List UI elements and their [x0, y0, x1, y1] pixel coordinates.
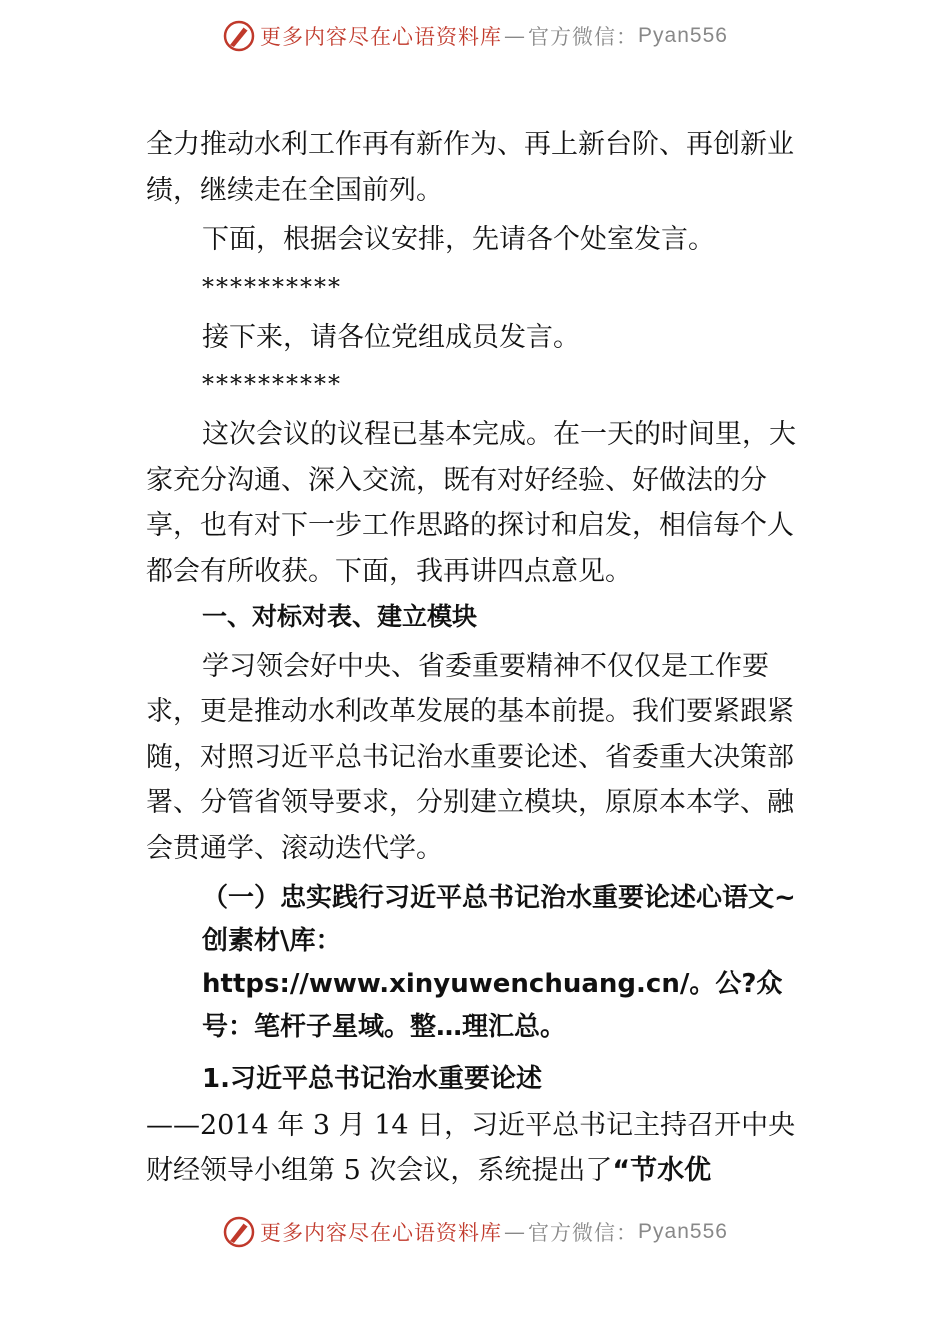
banner-dash: — — [504, 1220, 527, 1244]
banner-wechat-id: Pyan556 — [638, 24, 728, 47]
paragraph-3: 接下来，请各位党组成员发言。 — [202, 321, 580, 353]
paragraph-6 — [146, 1103, 810, 1194]
paragraph-6-text: ——2014 年 3 月 14 日，习近平总书记主持召开中央财经领导小组第 5 次会议，系统提出了 — [146, 1109, 796, 1186]
heading-level-2: （一）忠实践行习近平总书记治水重要论述心语文~创素材\库：https://www.xinyuwenchuang.cn/。公?众号：笔杆子星域。整…理汇总。 — [202, 883, 796, 1042]
banner-wechat-label: 官方微信： — [528, 1221, 639, 1245]
document-body — [146, 122, 810, 1194]
separator-stars-2: ********** — [202, 370, 342, 398]
footer-watermark-banner — [0, 1212, 950, 1252]
paragraph-6-bold: “节水优 — [612, 1155, 712, 1186]
pen-logo-icon — [222, 19, 256, 53]
banner-text: 更多内容尽在心语资料库 — [260, 1221, 503, 1245]
paragraph-1: 全力推动水利工作再有新作为、再上新台阶、再创新业绩，继续走在全国前列。 — [146, 129, 794, 206]
banner-wechat-id: Pyan556 — [638, 1220, 728, 1243]
heading-level-3: 1.习近平总书记治水重要论述 — [202, 1064, 542, 1094]
heading-level-1: 一、对标对表、建立模块 — [202, 602, 478, 631]
separator-stars-1: ********** — [202, 272, 342, 301]
paragraph-4: 这次会议的议程已基本完成。在一天的时间里，大家充分沟通、深入交流，既有对好经验、好做法的分享，也有对下一步工作思路的探讨和启发，相信每个人都会有所收获。下面，我再讲四点意见。 — [146, 419, 796, 587]
paragraph-5: 学习领会好中央、省委重要精神不仅仅是工作要求，更是推动水利改革发展的基本前提。我们要紧跟紧随，对照习近平总书记治水重要论述、省委重大决策部署、分管省领导要求，分别建立模块，原原本本学、融会贯通学、滚动迭代学。 — [146, 650, 794, 864]
banner-text: 更多内容尽在心语资料库 — [260, 25, 503, 49]
banner-dash: — — [504, 24, 527, 48]
paragraph-2: 下面，根据会议安排，先请各个处室发言。 — [202, 224, 715, 255]
pen-logo-icon — [222, 1215, 256, 1249]
banner-wechat-label: 官方微信： — [528, 25, 639, 49]
header-watermark-banner — [0, 16, 950, 56]
